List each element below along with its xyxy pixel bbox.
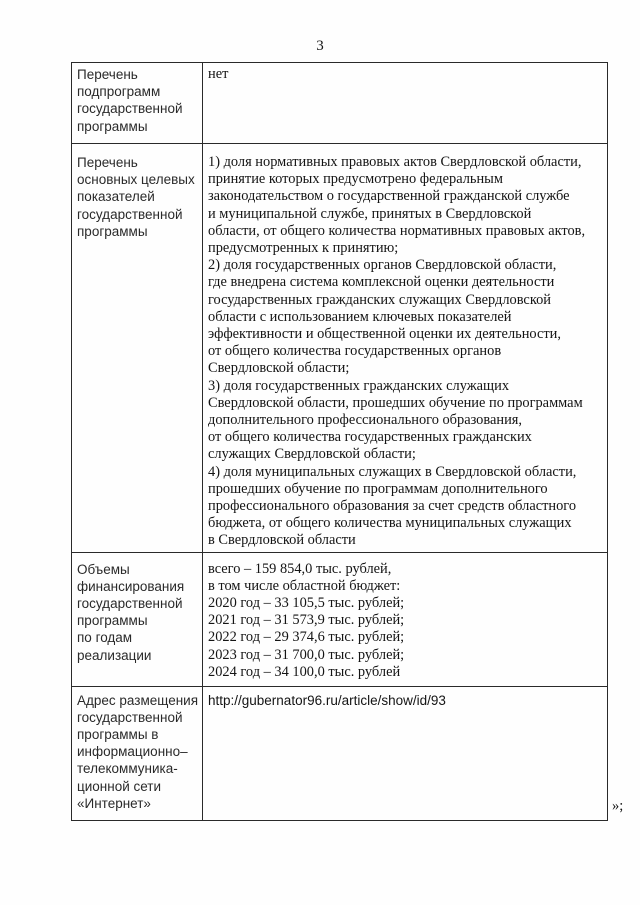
value-line: государственных гражданских служащих Свердловской	[208, 291, 551, 308]
value-line: эффективности и общественной оценки их деятельности,	[208, 326, 561, 343]
value-line: предусмотренных к принятию;	[208, 240, 399, 257]
value-line: где внедрена система комплексной оценки деятельности	[208, 274, 555, 291]
value-line: 2024 год – 34 100,0 тыс. рублей	[208, 663, 401, 680]
label-line: информационно–	[77, 744, 188, 760]
value-line: от общего количества государственных органов	[208, 343, 502, 360]
label-line: программы	[77, 223, 148, 239]
table-row	[72, 552, 608, 686]
label-line: государственной	[77, 206, 183, 222]
value-line: 2023 год – 31 700,0 тыс. рублей;	[208, 646, 405, 663]
value-line: 2021 год – 31 573,9 тыс. рублей;	[208, 612, 405, 629]
value-line: 2) доля государственных органов Свердловской области,	[208, 257, 557, 274]
table-row	[72, 144, 608, 553]
label-line: государственной	[77, 596, 183, 612]
row-label-funding	[72, 552, 203, 686]
label-line: реализации	[77, 647, 152, 663]
label-line: Перечень	[77, 67, 138, 82]
label-line: подпрограмм	[77, 84, 161, 100]
row-label-subprograms	[72, 63, 203, 144]
row-value-target-indicators	[203, 144, 608, 553]
label-line: ционной сети	[77, 778, 162, 794]
value-line: в Свердловской области	[208, 532, 356, 549]
row-value-internet-address	[203, 686, 608, 820]
row-label-internet-address	[72, 686, 203, 820]
label-line: Адрес размещения	[77, 692, 199, 708]
value-line: бюджета, от общего количества муниципальных служащих	[208, 515, 572, 532]
label-line: программы	[77, 118, 148, 134]
program-url: http://gubernator96.ru/article/show/id/93	[208, 692, 446, 708]
value-line: от общего количества государственных гражданских	[208, 429, 532, 446]
value-line: прошедших обучение по программам дополнительного	[208, 480, 548, 497]
value-line: и муниципальной службе, принятых в Свердловской	[208, 205, 532, 222]
value-line: профессионального образования за счет средств областного	[208, 498, 577, 515]
value-line: Свердловской области, прошедших обучение по программам	[208, 394, 583, 411]
value-line: 3) доля государственных гражданских служащих	[208, 377, 510, 394]
value-line: 2020 год – 33 105,5 тыс. рублей;	[208, 595, 405, 612]
value-line: принятие которых предусмотрено федеральным	[208, 171, 503, 188]
label-line: Перечень	[77, 155, 138, 170]
table-row	[72, 63, 608, 144]
label-line: программы в	[77, 727, 159, 743]
value-line: области с использованием ключевых показателей	[208, 308, 512, 325]
value-line: области, от общего количества нормативных правовых актов,	[208, 222, 586, 239]
label-line: телекоммуника-	[77, 761, 178, 777]
page-number: 3	[316, 38, 324, 54]
value-line: нет	[208, 66, 229, 82]
value-line: в том числе областной бюджет:	[208, 577, 401, 594]
value-line: Свердловской области;	[208, 360, 350, 377]
row-value-subprograms	[203, 63, 608, 144]
value-line: 1) доля нормативных правовых актов Свердловской области,	[208, 154, 582, 170]
label-line: Объемы	[77, 561, 130, 577]
value-line: 2022 год – 29 374,6 тыс. рублей;	[208, 629, 405, 646]
value-line: служащих Свердловской области;	[208, 446, 416, 463]
label-line: программы	[77, 613, 148, 629]
value-line: дополнительного профессионального образования,	[208, 412, 522, 429]
value-line: всего – 159 854,0 тыс. рублей,	[208, 560, 392, 577]
label-line: основных целевых	[77, 172, 195, 188]
label-line: финансирования	[77, 578, 185, 594]
label-line: «Интернет»	[77, 795, 151, 811]
label-line: государственной	[77, 709, 183, 725]
program-passport-table	[71, 62, 608, 821]
row-value-funding	[203, 552, 608, 686]
value-line: законодательством о государственной гражданской службе	[208, 188, 570, 205]
table-row	[72, 686, 608, 820]
closing-quote-mark: »;	[612, 798, 624, 814]
label-line: государственной	[77, 101, 183, 117]
label-line: по годам	[77, 630, 133, 646]
value-line: 4) доля муниципальных служащих в Свердловской области,	[208, 463, 577, 480]
row-label-target-indicators	[72, 144, 203, 553]
label-line: показателей	[77, 189, 155, 205]
